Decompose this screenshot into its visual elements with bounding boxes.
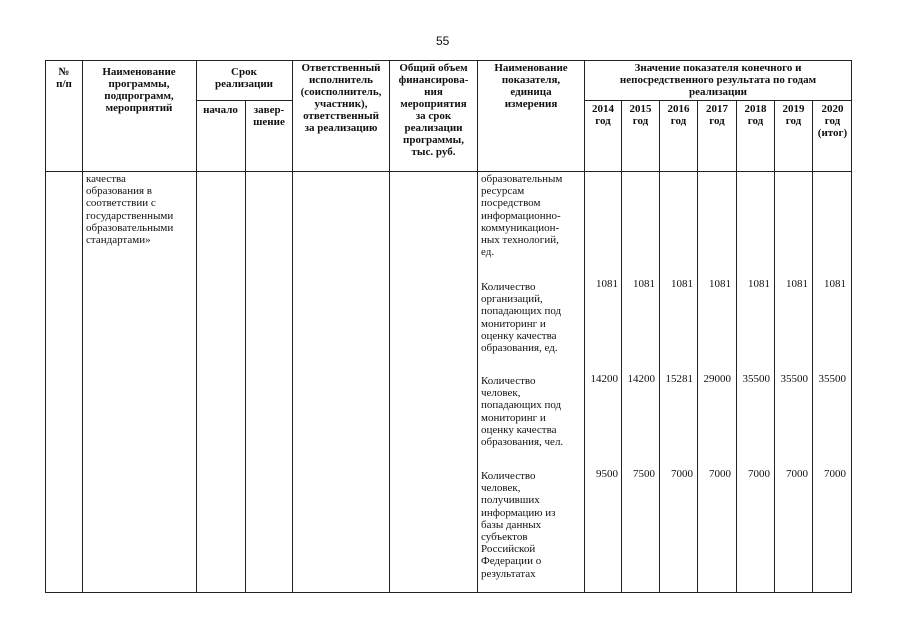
program-name-cell: качества образования в соответствии с государственными образовательными стандартами»: [86, 173, 174, 247]
header-year-2020: 2020 год (итог): [817, 103, 848, 139]
header-volume: Общий объем финансирова- ния мероприятия за срок реализации программы, тыс. руб.: [398, 62, 469, 158]
value-2018: 7000: [748, 468, 770, 480]
col-divider: [82, 60, 83, 593]
value-2016: 1081: [671, 278, 693, 290]
value-2019: 35500: [780, 373, 808, 385]
row-divider: [584, 100, 852, 101]
value-2017: 7000: [709, 468, 731, 480]
value-2014: 1081: [596, 278, 618, 290]
header-year-2019: 2019 год: [782, 103, 805, 127]
value-2016: 15281: [665, 373, 693, 385]
col-divider: [736, 100, 737, 593]
value-2018: 1081: [748, 278, 770, 290]
indicator-cell: образовательным ресурсам посредством информационно- коммуникацион- ных технологий, ед.: [481, 173, 563, 259]
header-no: № п/п: [56, 66, 72, 90]
value-2017: 29000: [703, 373, 731, 385]
col-divider: [196, 60, 197, 593]
value-2020: 35500: [818, 373, 846, 385]
value-2015: 1081: [633, 278, 655, 290]
value-2017: 1081: [709, 278, 731, 290]
header-indicator: Наименование показателя, единица измерения: [494, 62, 568, 110]
value-2020: 1081: [824, 278, 846, 290]
header-end: завер- шение: [253, 104, 285, 128]
col-divider: [477, 60, 478, 593]
col-divider: [659, 100, 660, 593]
indicator-cell: Количество человек, попадающих под мониторинг и оценку качества образования, чел.: [481, 375, 564, 449]
col-divider: [812, 100, 813, 593]
col-divider: [774, 100, 775, 593]
header-year-2016: 2016 год: [667, 103, 690, 127]
row-divider: [196, 100, 292, 101]
col-divider: [292, 60, 293, 593]
col-divider: [697, 100, 698, 593]
col-divider: [584, 60, 585, 593]
value-2019: 7000: [786, 468, 808, 480]
value-2014: 14200: [590, 373, 618, 385]
header-bottom-line: [45, 171, 852, 172]
indicator-cell: Количество человек, получивших информацию из базы данных субъектов Российской Федерации о результатах: [481, 470, 556, 580]
col-divider: [621, 100, 622, 593]
header-year-2017: 2017 год: [706, 103, 728, 127]
header-year-2015: 2015 год: [629, 103, 652, 127]
value-2015: 7500: [633, 468, 655, 480]
header-term: Срок реализации: [214, 66, 274, 90]
header-year-2014: 2014 год: [592, 103, 614, 127]
header-year-2018: 2018 год: [744, 103, 767, 127]
value-2014: 9500: [596, 468, 618, 480]
value-2016: 7000: [671, 468, 693, 480]
value-2020: 7000: [824, 468, 846, 480]
col-divider: [245, 100, 246, 593]
header-start: начало: [203, 104, 238, 116]
value-2015: 14200: [627, 373, 655, 385]
indicator-cell: Количество организаций, попадающих под мониторинг и оценку качества образования, ед.: [481, 281, 562, 355]
header-name: Наименование программы, подпрограмм, мероприятий: [102, 66, 176, 114]
page-number: 55: [436, 34, 450, 48]
header-values: Значение показателя конечного и непосредственного результата по годам реализации: [619, 62, 817, 98]
value-2019: 1081: [786, 278, 808, 290]
header-executor: Ответственный исполнитель (соисполнитель, участник), ответственный за реализацию: [300, 62, 382, 134]
value-2018: 35500: [742, 373, 770, 385]
